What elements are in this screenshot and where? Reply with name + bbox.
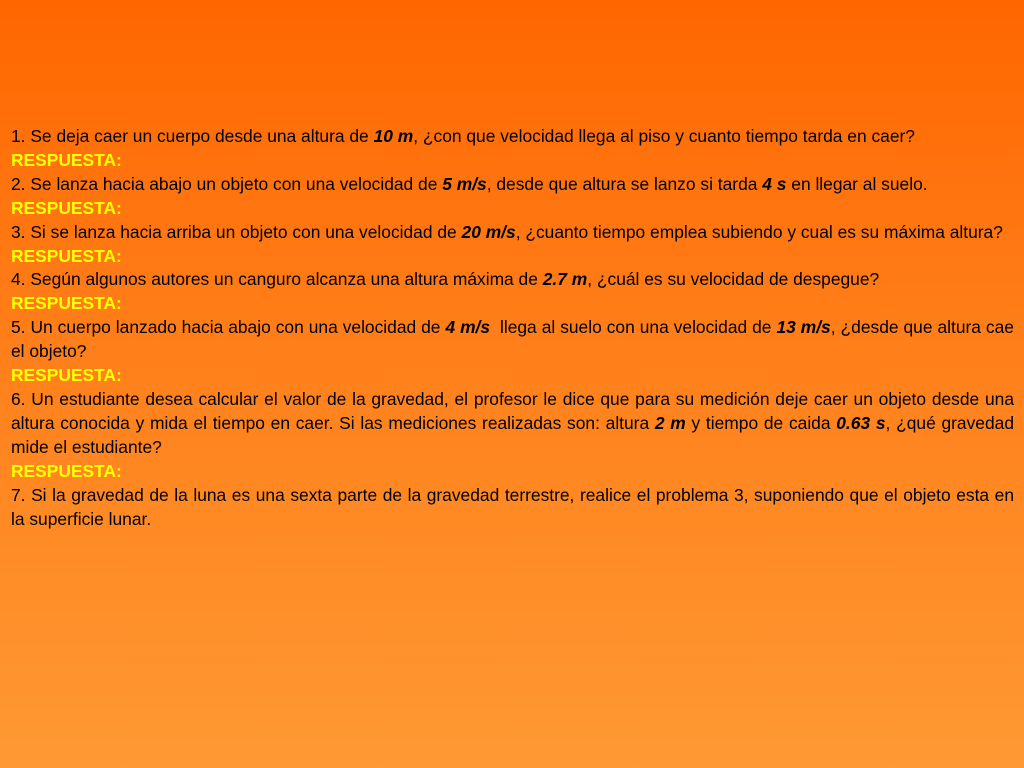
answer-label-5: RESPUESTA: [11,365,122,386]
answer-label-1: RESPUESTA: [11,149,122,170]
problem-1 [11,125,1014,149]
problem-6-value-time: 0.63 s [836,412,886,433]
problem-6-question: , ¿qué gravedad mide el estudiante? [11,412,1014,457]
problem-4 [11,268,1014,292]
answer-label-6: RESPUESTA: [11,460,122,481]
problem-5-text: 5. Un cuerpo lanzado hacia abajo con una velocidad de [11,317,446,338]
problem-3-text: 3. Si se lanza hacia arriba un objeto con una velocidad de [11,221,462,242]
problem-7-text: 7. Si la gravedad de la luna es una sexta parte de la gravedad terrestre, realice el problema 3, suponiendo que el objeto esta en la superficie lunar. [11,484,1014,529]
problem-1-text: 1. Se deja caer un cuerpo desde una altura de [11,126,374,146]
answer-label-4: RESPUESTA: [11,293,122,314]
problem-2 [11,173,1014,197]
problem-5-text-middle: llega al suelo con una velocidad de [490,317,777,338]
problem-2-value-time: 4 s [762,173,787,194]
problem-2-value-velocity: 5 m/s [442,173,487,194]
problem-6-value-height: 2 m [654,412,686,433]
problem-5 [11,316,1014,364]
answer-label-3: RESPUESTA: [11,245,122,266]
problem-3 [11,221,1014,245]
problem-3-question: , ¿cuanto tiempo emplea subiendo y cual es su máxima altura? [515,221,1003,242]
problem-6-text-middle: y tiempo de caida [685,412,837,433]
problem-1-question: , ¿con que velocidad llega al piso y cuanto tiempo tarda en caer? [413,126,915,146]
problem-list [11,125,1014,531]
problem-3-value-velocity: 20 m/s [461,221,516,242]
problem-4-question: , ¿cuál es su velocidad de despegue? [587,269,880,290]
problem-6-text: 6. Un estudiante desea calcular el valor de la gravedad, el profesor le dice que para su medición deje caer un objeto desde una altura conocida y mida el tiempo en caer. Si las mediciones realizadas son: altura [11,388,1014,433]
problem-5-value-initial-velocity: 4 m/s [445,317,491,338]
answer-label-2: RESPUESTA: [11,197,122,218]
problem-6 [11,388,1014,460]
problem-2-text-end: en llegar al suelo. [786,173,928,194]
problem-4-value-height: 2.7 m [542,269,588,290]
problem-4-text: 4. Según algunos autores un canguro alcanza una altura máxima de [11,269,543,290]
problem-7 [11,484,1014,532]
problem-1-value-height: 10 m [373,126,414,146]
problem-2-text: 2. Se lanza hacia abajo un objeto con una velocidad de [11,173,443,194]
problem-5-value-final-velocity: 13 m/s [776,317,831,338]
problem-2-text-middle: , desde que altura se lanzo si tarda [486,173,763,194]
problem-5-question: , ¿desde que altura cae el objeto? [11,317,1014,362]
